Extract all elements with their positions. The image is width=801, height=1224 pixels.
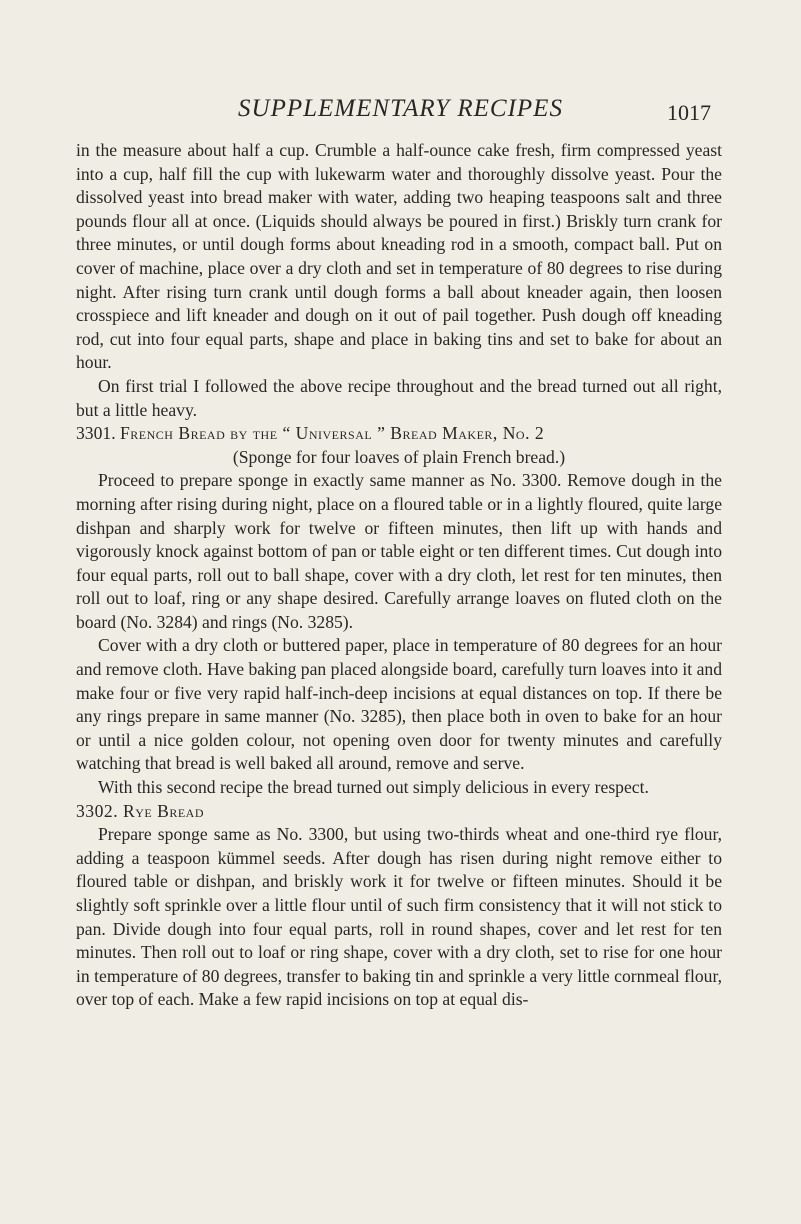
page-body <box>76 139 722 1012</box>
recipe-number: 3301. <box>76 423 116 444</box>
paragraph-continuation: in the measure about half a cup. Crumble a half-ounce cake fresh, firm compressed yeast into a cup, half fill the cup with lukewarm water and thoroughly dissolve yeast. Pour the dissolved yeast into bread maker with water, adding two heaping teaspoons salt and three pounds flour all at once. (Liquids should always be poured in first.) Briskly turn crank for three minutes, or until dough forms about kneading rod in a smooth, compact ball. Put on cover of machine, place over a dry cloth and set in temperature of 80 degrees to rise during night. After rising turn crank until dough forms a ball about kneader again, then loosen crosspiece and lift kneader and dough on it out of pail together. Push dough off kneading rod, cut into four equal parts, shape and place in baking tins and set to bake for about an hour. <box>76 140 722 373</box>
recipe-heading-3302: 3302. Rye Bread <box>76 800 205 821</box>
paragraph-rye-bread: Prepare sponge same as No. 3300, but using two-thirds wheat and one-third rye flour, adding a teaspoon kümmel seeds. After dough has risen during night remove either to floured table or dishpan, and briskly work it for twelve or fifteen minutes. Should it be slightly soft sprinkle over a little flour until of such firm consistency that it will not stick to pan. Divide dough into four equal parts, roll in round shapes, cover and let rest for ten minutes. Then roll out to loaf or ring shape, cover with a dry cloth, set to rise for one hour in temperature of 80 degrees, transfer to baking tin and sprinkle a very little cornmeal flour, over top of each. Make a few rapid incisions on top at equal dis- <box>76 824 722 1010</box>
recipe-title: French Bread by the “ Universal ” Bread Maker, No. 2 <box>120 423 545 444</box>
paragraph-result: With this second recipe the bread turned out simply delicious in every respect. <box>98 777 649 798</box>
running-head: SUPPLEMENTARY RECIPES <box>238 95 563 122</box>
page-number: 1017 <box>667 100 711 125</box>
paragraph-method: Proceed to prepare sponge in exactly same manner as No. 3300. Remove dough in the morning after rising during night, place on a floured table or in a lightly floured, quite large dishpan and sharply work for twelve or fifteen minutes, then lift up with hands and vigorously knock against bottom of pan or table eight or ten different times. Cut dough into four equal parts, roll out to ball shape, cover with a dry cloth, let rest for ten minutes, then roll out to loaf, ring or any shape desired. Carefully arrange loaves on fluted cloth on the board (No. 3284) and rings (No. 3285). <box>76 470 722 632</box>
recipe-subtitle: (Sponge for four loaves of plain French bread.) <box>232 446 566 467</box>
page-header <box>0 92 801 126</box>
paragraph-baking: Cover with a dry cloth or buttered paper, place in temperature of 80 degrees for an hour and remove cloth. Have baking pan placed alongside board, carefully turn loaves into it and make four or five very rapid half-inch-deep incisions at equal distances on top. If there be any rings prepare in same manner (No. 3285), then place both in oven to bake for an hour or until a nice golden colour, not opening oven door for twenty minutes and carefully watching that bread is well baked all around, remove and serve. <box>76 635 722 774</box>
recipe-heading-3301 <box>76 422 722 446</box>
paragraph-first-trial: On first trial I followed the above recipe throughout and the bread turned out all right, but a little heavy. <box>76 375 722 420</box>
